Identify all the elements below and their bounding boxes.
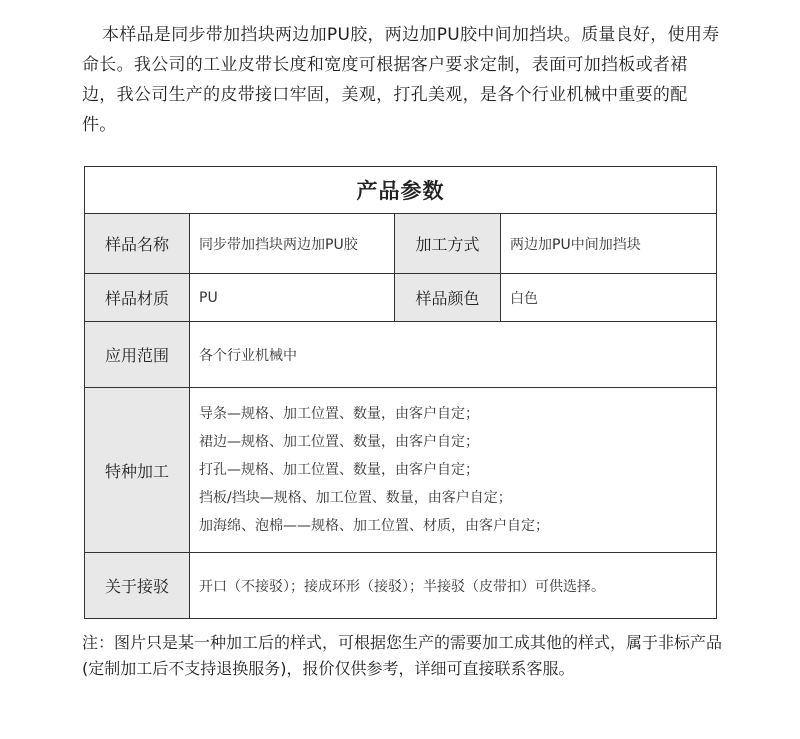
scope-label: 应用范围 [85, 322, 190, 388]
special-processing-label: 特种加工 [85, 388, 190, 553]
joint-label: 关于接驳 [85, 553, 190, 619]
table-title: 产品参数 [85, 167, 717, 214]
joint-value: 开口（不接驳）；接成环形（接驳）；半接驳（皮带扣）可供选择。 [190, 553, 717, 619]
scope-value: 各个行业机械中 [190, 322, 717, 388]
list-item: 打孔—规格、加工位置、数量，由客户自定； [199, 462, 479, 478]
material-value: PU [190, 274, 395, 322]
color-label: 样品颜色 [395, 274, 501, 322]
material-label: 样品材质 [85, 274, 190, 322]
intro-paragraph: 本样品是同步带加挡块两边加PU胶，两边加PU胶中间加挡块。质量良好，使用寿命长。我公司的工业皮带长度和宽度可根据客户要求定制，表面可加挡板或者裙边，我公司生产的皮带接口牢固，美观，打孔美观，是各个行业机械中重要的配件。 [82, 25, 720, 135]
footnote: 注：图片只是某一种加工后的样式，可根据您生产的需要加工成其他的样式，属于非标产品(定制加工后不支持退换服务)，报价仅供参考，详细可直接联系客服。 [82, 633, 723, 678]
list-item: 挡板/挡块—规格、加工位置、数量，由客户自定； [199, 490, 512, 506]
list-item: 裙边—规格、加工位置、数量，由客户自定； [199, 434, 479, 450]
special-processing-list [190, 388, 717, 553]
table-row [85, 553, 717, 619]
table-row [85, 274, 717, 322]
process-value: 两边加PU中间加挡块 [501, 214, 717, 274]
list-item: 导条—规格、加工位置、数量，由客户自定； [199, 406, 479, 422]
table-row [85, 214, 717, 274]
product-parameters-table [84, 166, 717, 619]
table-row [85, 322, 717, 388]
color-value: 白色 [501, 274, 717, 322]
process-label: 加工方式 [395, 214, 501, 274]
sample-name-value: 同步带加挡块两边加PU胶 [190, 214, 395, 274]
sample-name-label: 样品名称 [85, 214, 190, 274]
table-row [85, 388, 717, 553]
table-title-row [85, 167, 717, 214]
list-item: 加海绵、泡棉——规格、加工位置、材质，由客户自定； [199, 518, 549, 534]
